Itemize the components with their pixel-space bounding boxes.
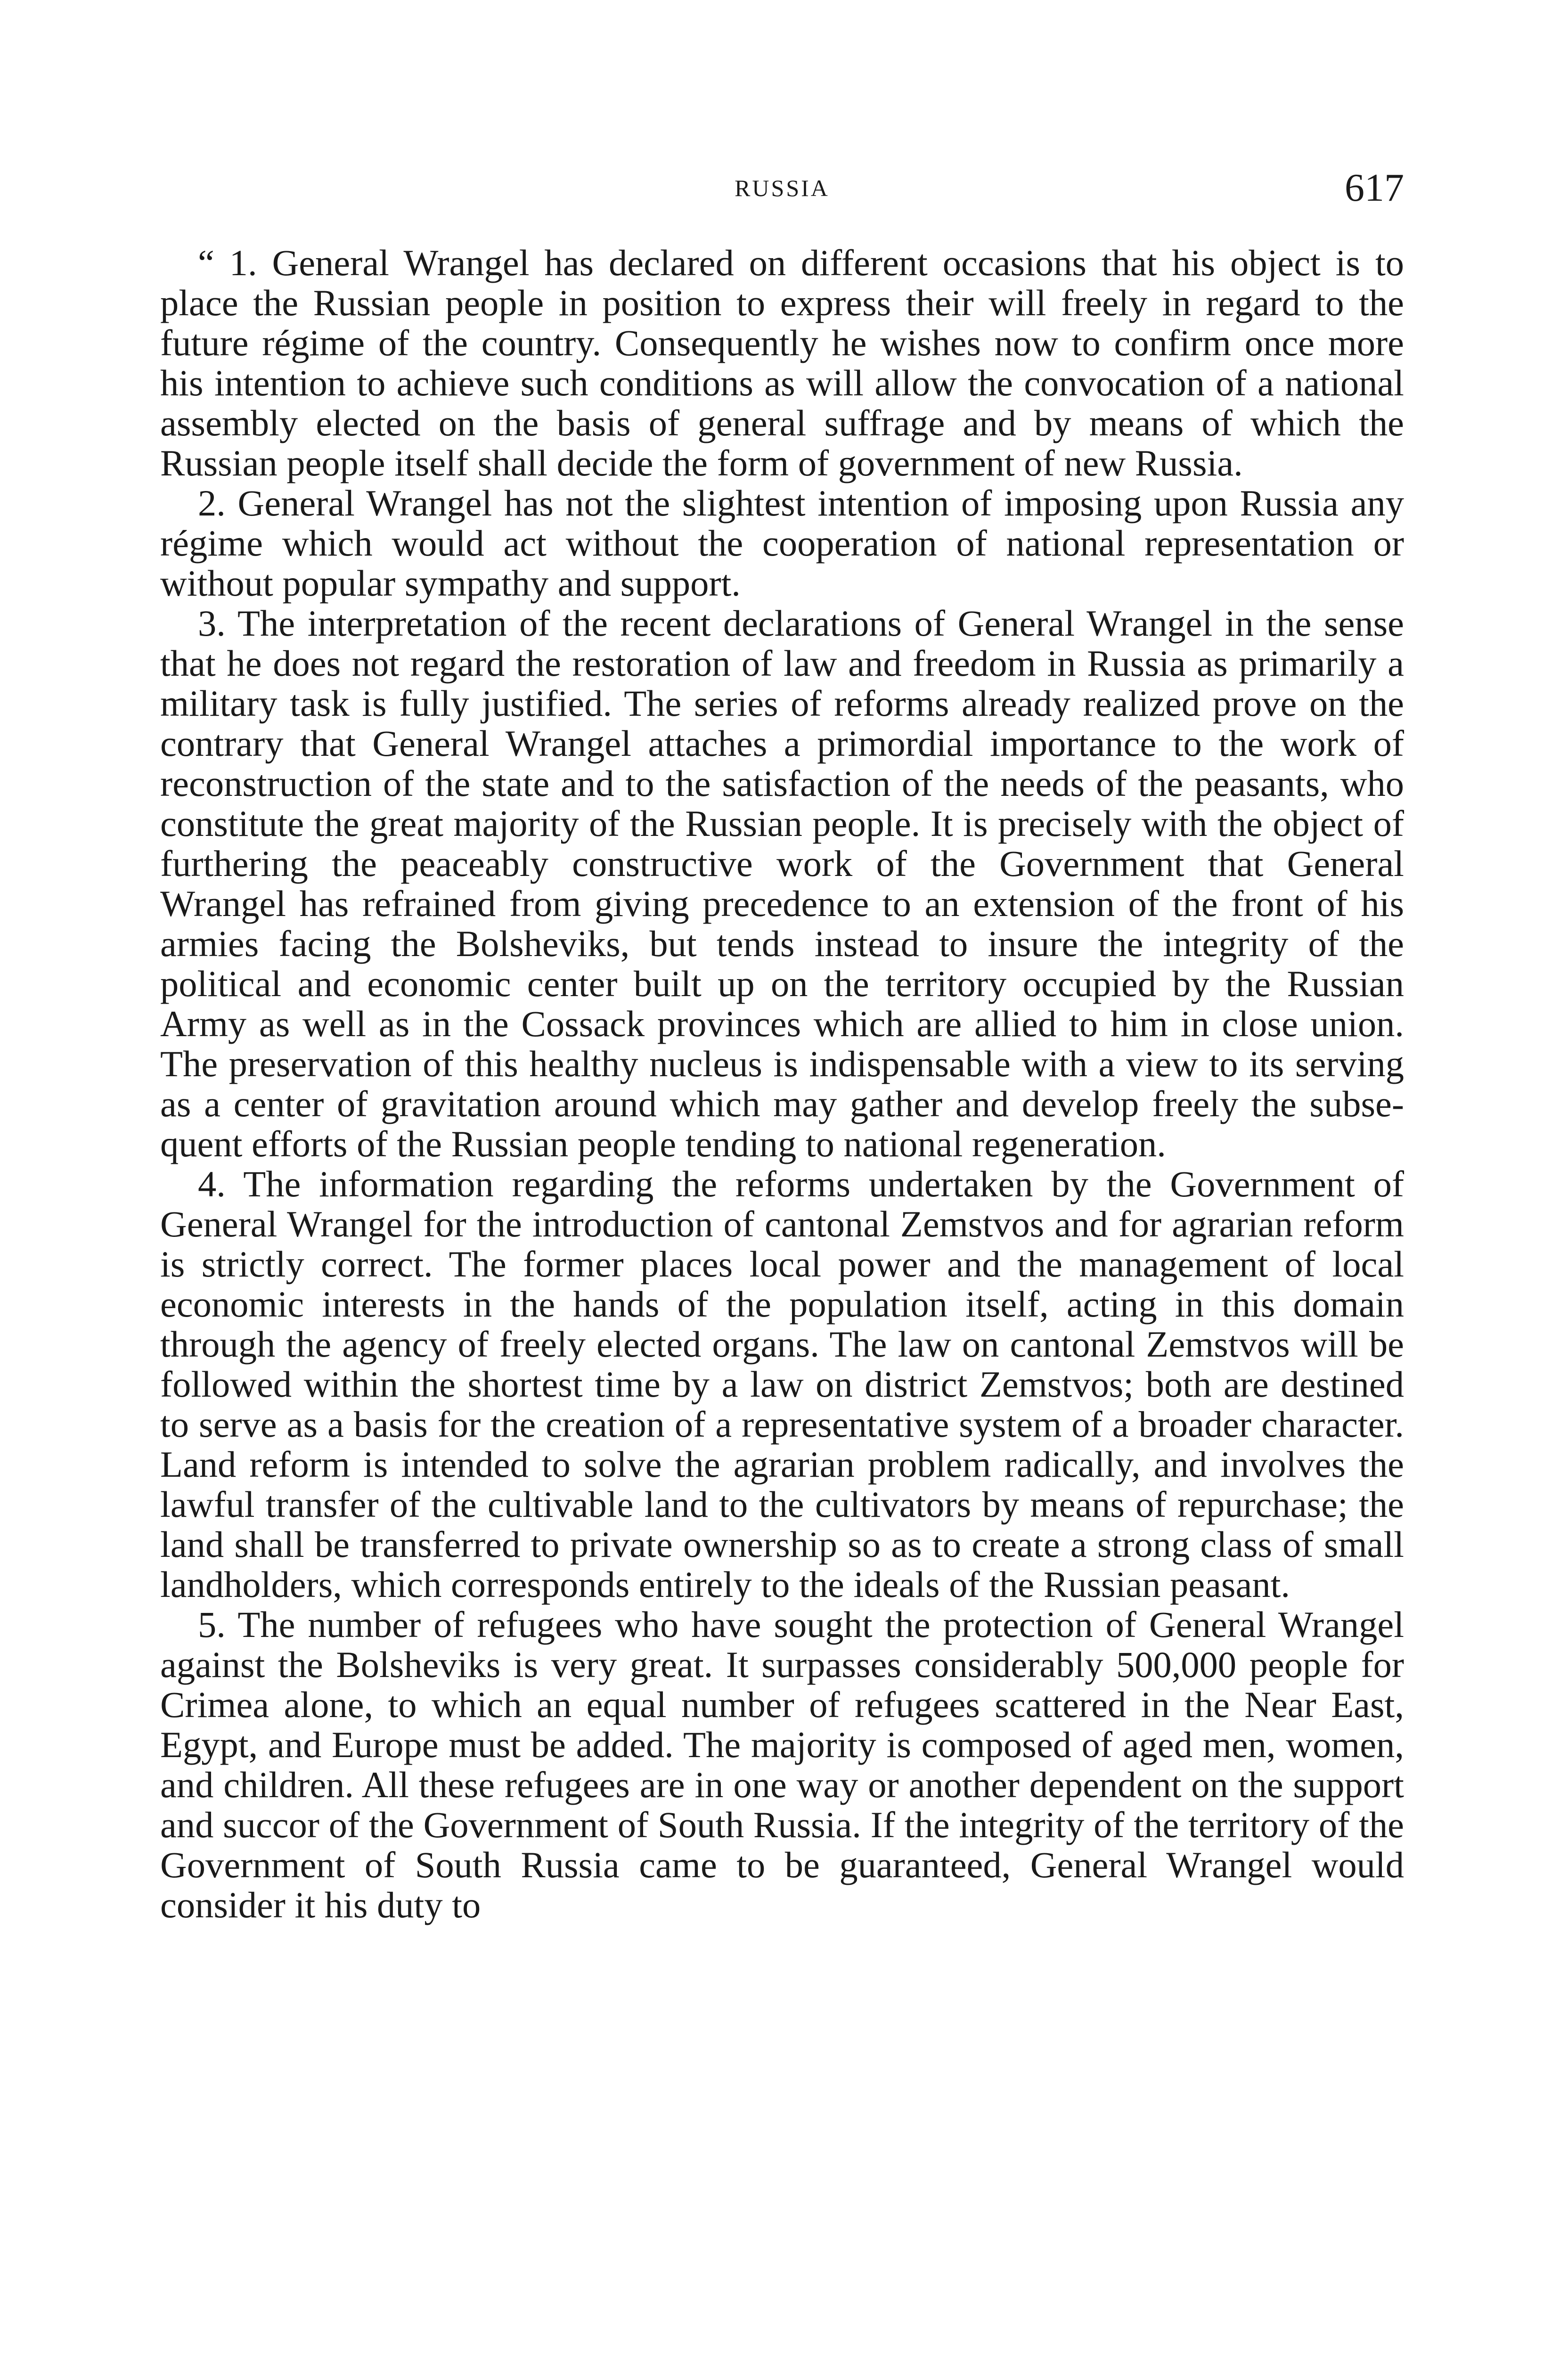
paragraph-1: “ 1. General Wrangel has declared on different occasions that his object is to place the Russian people in position to express their will freely in regard to the future régime of the country. Consequently he wishes now to confirm once more his intention to achieve such conditions as will allow the convocation of a national assembly elected on the basis of general suffrage and by means of which the Russian people itself shall decide the form of government of new Russia. — [160, 242, 1404, 483]
paragraph-5: 5. The number of refugees who have sought the protection of General Wrangel against the Bolsheviks is very great. It surpasses considerably 500,000 people for Crimea alone, to which an equal number of refugees scattered in the Near East, Egypt, and Europe must be added. The majority is composed of aged men, women, and children. All these refugees are in one way or another dependent on the support and succor of the Government of South Russia. If the integrity of the territory of the Government of South Russia came to be guaranteed, General Wrangel would consider it his duty to — [160, 1604, 1404, 1925]
paragraph-3: 3. The interpretation of the recent declarations of General Wrangel in the sense that he does not regard the restoration of law and freedom in Russia as primarily a military task is fully justified. The series of reforms already realized prove on the contrary that General Wrangel attaches a primordial importance to the work of reconstruction of the state and to the satisfaction of the needs of the peasants, who constitute the great majority of the Russian people. It is precisely with the object of furthering the peaceably constructive work of the Government that General Wrangel has refrained from giving precedence to an extension of the front of his armies facing the Bolsheviks, but tends instead to insure the integrity of the political and economic center built up on the territory occupied by the Russian Army as well as in the Cossack provinces which are allied to him in close union. The preservation of this healthy nucleus is indispensable with a view to its serving as a center of gravitation around which may gather and develop freely the subsequent efforts of the Russian people tending to national regeneration. — [160, 603, 1404, 1164]
paragraph-4: 4. The information regarding the reforms undertaken by the Government of General Wrangel for the introduction of cantonal Zemstvos and for agrarian reform is strictly correct. The former places local power and the management of local economic interests in the hands of the population itself, acting in this domain through the agency of freely elected organs. The law on cantonal Zemstvos will be followed within the shortest time by a law on district Zemstvos; both are destined to serve as a basis for the creation of a representative system of a broader character. Land reform is intended to solve the agrarian problem radically, and involves the lawful transfer of the cultivable land to the cultivators by means of repurchase; the land shall be transferred to private ownership so as to create a strong class of small landholders, which corresponds entirely to the ideals of the Russian peasant. — [160, 1163, 1404, 1605]
running-title: RUSSIA — [735, 175, 830, 201]
paragraph-2: 2. General Wrangel has not the slightest intention of imposing upon Russia any régime which would act without the cooperation of national representation or without popular sympathy and support. — [160, 483, 1404, 604]
page-number: 617 — [1345, 166, 1404, 210]
body-text — [160, 243, 1404, 1925]
running-head — [160, 165, 1404, 217]
